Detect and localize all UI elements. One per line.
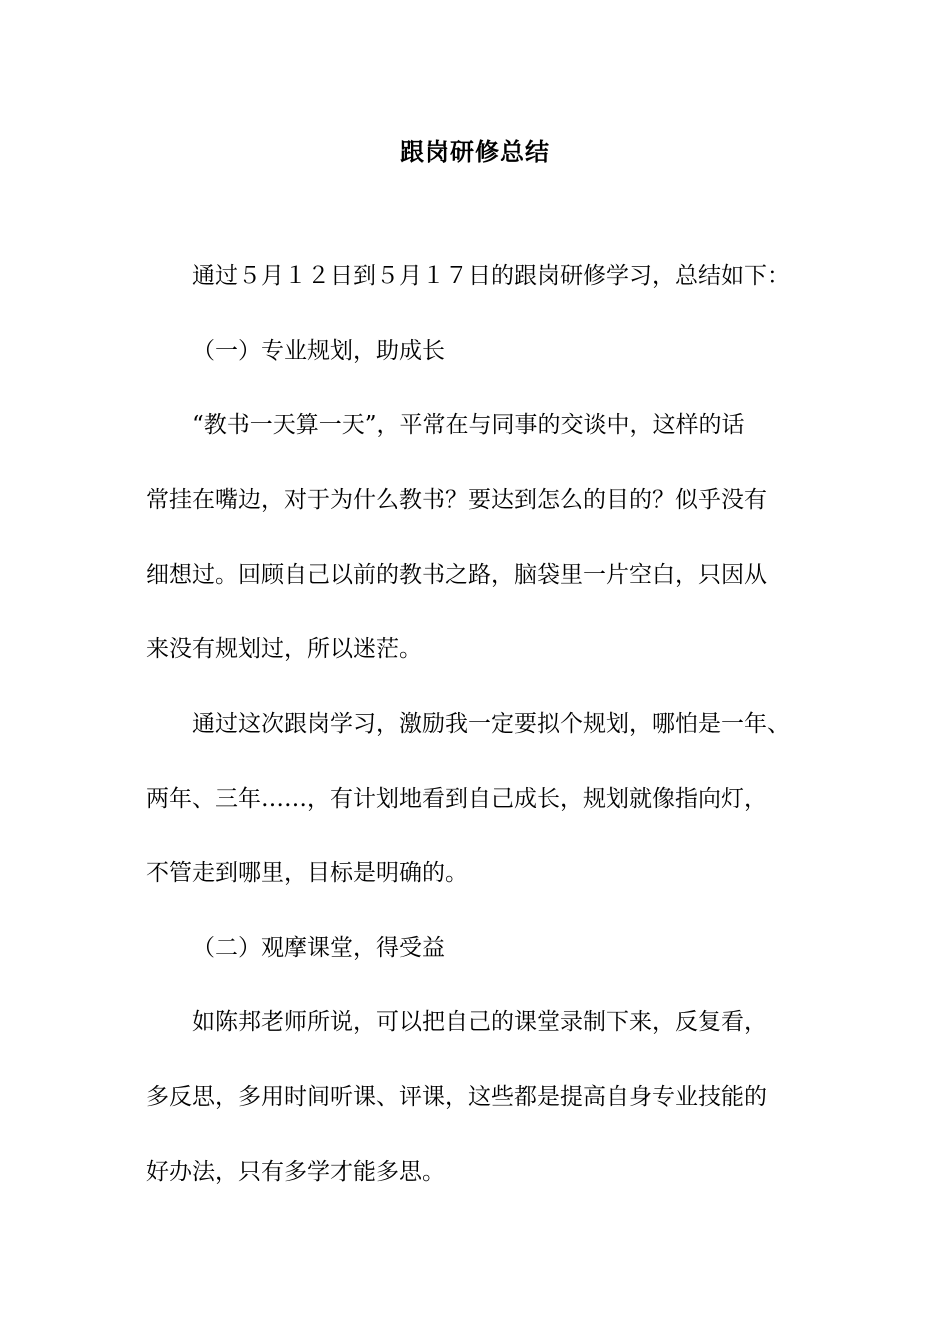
paragraph-line: 不管走到哪里，目标是明确的。 — [146, 860, 468, 886]
paragraph-line: 两年、三年……，有计划地看到自己成长，规划就像指向灯， — [146, 786, 767, 812]
paragraph-line: 常挂在嘴边，对于为什么教书？要达到怎么的目的？似乎没有 — [146, 487, 767, 513]
section-heading-1: （一）专业规划，助成长 — [192, 338, 445, 364]
paragraph-line: 好办法，只有多学才能多思。 — [146, 1159, 445, 1185]
paragraph-line: 细想过。回顾自己以前的教书之路，脑袋里一片空白，只因从 — [146, 562, 767, 588]
paragraph-line: 通过这次跟岗学习，激励我一定要拟个规划，哪怕是一年、 — [192, 711, 790, 737]
paragraph-line: 多反思，多用时间听课、评课，这些都是提高自身专业技能的 — [146, 1084, 767, 1110]
section-heading-2: （二）观摩课堂，得受益 — [192, 935, 445, 961]
paragraph-intro: 通过５月１２日到５月１７日的跟岗研修学习，总结如下： — [192, 263, 790, 289]
paragraph-line: 如陈邦老师所说，可以把自己的课堂录制下来，反复看， — [192, 1009, 767, 1035]
document-title: 跟岗研修总结 — [400, 137, 550, 166]
paragraph-line: 来没有规划过，所以迷茫。 — [146, 636, 422, 662]
paragraph-line: “教书一天算一天”，平常在与同事的交谈中，这样的话 — [192, 412, 745, 438]
